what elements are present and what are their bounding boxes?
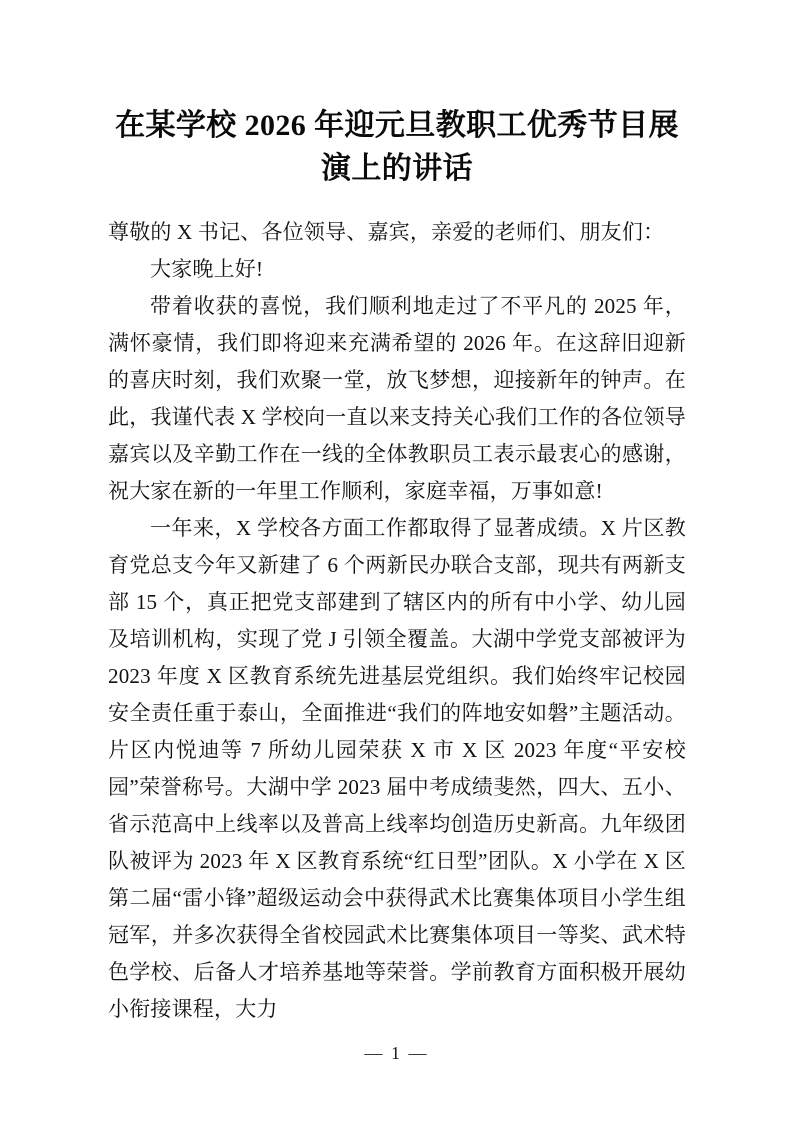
document-content	[108, 0, 686, 1028]
document-body	[108, 214, 686, 1028]
page-title: 在某学校 2026 年迎元旦教职工优秀节目展演上的讲话	[115, 109, 679, 185]
salutation-paragraph: 尊敬的 X 书记、各位领导、嘉宾，亲爱的老师们、朋友们：	[108, 220, 665, 244]
new-year-wishes-paragraph: 带着收获的喜悦，我们顺利地走过了不平凡的 2025 年，满怀豪情，我们即将迎来充满希望的 2026 年。在这辞旧迎新的喜庆时刻，我们欢聚一堂，放飞梦想，迎接新年的钟声。在此，我谨代表 X 学校向一直以来支持关心我们工作的各位领导嘉宾以及辛勤工作在一线的全体教职员工表示最衷心的感谢，祝大家在新的一年里工作顺利，家庭幸福，万事如意!	[108, 294, 686, 503]
achievements-paragraph: 一年来，X 学校各方面工作都取得了显著成绩。X 片区教育党总支今年又新建了 6 个两新民办联合支部，现共有两新支部 15 个，真正把党支部建到了辖区内的所有中小学、幼儿园及培训机构，实现了党 J 引领全覆盖。大湖中学党支部被评为 2023 年度 X 区教育系统先进基层党组织。我们始终牢记校园安全责任重于泰山，全面推进“我们的阵地安如磐”主题活动。片区内悦迪等 7 所幼儿园荣获 X 市 X 区 2023 年度“平安校园”荣誉称号。大湖中学 2023 届中考成绩斐然，四大、五小、省示范高中上线率以及普高上线率均创造历史新高。九年级团队被评为 2023 年 X 区教育系统“红日型”团队。X 小学在 X 区第二届“雷小锋”超级运动会中获得武术比赛集体项目小学生组冠军，并多次获得全省校园武术比赛集体项目一等奖、武术特色学校、后备人才培养基地等荣誉。学前教育方面积极开展幼小衔接课程，大力	[108, 516, 686, 1021]
page-number: — 1 —	[364, 1043, 429, 1063]
greeting-paragraph: 大家晚上好!	[150, 257, 264, 281]
